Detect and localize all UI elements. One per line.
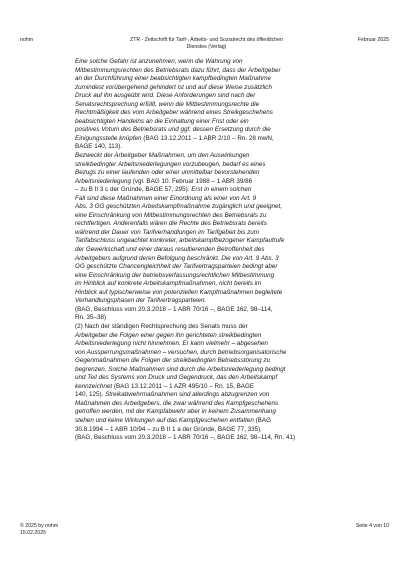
text-line: [75, 306, 375, 315]
text-line: [75, 203, 375, 212]
text-line-main: Einigungsstelle knüpfen: [75, 134, 142, 142]
text-line-main: eine Einschränkung der betriebsverfassungsrechtlichen Mitbestimmung: [75, 271, 275, 279]
text-line-main: der Gewerkschaft und einer daraus resultierenden Betroffenheit des: [75, 246, 265, 254]
text-line-main: Arbeitgeber die Folgen einer gegen ihn gerichteten streikbedingten: [75, 331, 262, 339]
text-line-main: Maßnahmen des Arbeitgebers, die zwar während des Kampfgeschehens: [75, 399, 279, 407]
text-line-main: GG geschützte Chancengleichheit der Tarifvertragsparteien bedingt aber: [75, 263, 278, 271]
text-line-continuation: Erst in einem solchen: [189, 186, 252, 194]
text-line: [75, 178, 375, 187]
text-line: [75, 84, 375, 93]
text-line: [75, 408, 375, 417]
text-line: [75, 143, 375, 152]
text-line: [75, 417, 375, 426]
text-line-main: 140, 125).: [75, 391, 104, 399]
footer-copyright: [20, 523, 58, 536]
text-line-main: Druck auf ihn ausgeübt wird. Diese Anforderungen sind nach der: [75, 92, 256, 100]
text-line: [75, 426, 375, 435]
text-line-main: Hinblick auf typischerweise von potenziellen Kampfmaßnahmen begleitete: [75, 288, 283, 296]
text-line-main: Mitbestimmungsrechten des Betriebsrats dazu führt, dass der Arbeitgeber: [75, 66, 281, 74]
text-line-main: Bezweckt der Arbeitgeber Maßnahmen, um den Auswirkungen: [75, 152, 250, 160]
footer-copyright-line: © 2025 by nohm: [20, 523, 59, 529]
text-line-main: Arbeitgebers aufgrund deren Befolgung beschränkt. Die von Art. 9 Abs. 3: [75, 254, 279, 262]
text-line-main: im Hinblick auf konkrete Arbeitskampfmaßnahmen, nicht bereits im: [75, 280, 262, 288]
header-date: Februar 2025: [357, 37, 389, 43]
text-line: [75, 186, 375, 195]
text-line: [75, 246, 375, 255]
text-line: [75, 135, 375, 144]
text-line-main: Abs. 3 GG geschützten Arbeitskampfmaßnahme zugänglich und geeignet,: [75, 203, 282, 211]
text-line: [75, 340, 375, 349]
text-line-citation: (BAG 13.12.2011 – 1 ABR 2/10 – Rn. 28 mwN,: [141, 134, 274, 142]
text-line-main: positives Votum des Betriebsrats und ggf. dessen Ersetzung durch die: [75, 126, 271, 134]
text-line-continuation: Streikabwehrmaßnahmen sind allerdings abzugrenzen von: [103, 391, 270, 399]
header-title: [0, 37, 413, 50]
text-line-main: während der Dauer von Tarifverhandlungen im Tarifgebiet bis zum: [75, 228, 259, 236]
text-line-main: rechtfertigen. Anderenfalls wären die Rechte des Betriebsrats bereits: [75, 220, 267, 228]
text-line-main: Arbeitsniederlegung nicht hinnehmen. Er kann vielmehr – abgesehen: [75, 340, 268, 348]
text-line: [75, 126, 375, 135]
text-line: [75, 229, 375, 238]
text-line-citation: (vgl. BAG 10. Februar 1988 – 1 ABR 39/86: [131, 177, 253, 185]
text-line: [75, 220, 375, 229]
text-line-main: kennzeichnet: [75, 382, 113, 390]
text-line: [75, 169, 375, 178]
text-line: [75, 109, 375, 118]
text-line-main: – zu B II 3 c der Gründe, BAGE 57, 295).: [75, 186, 190, 194]
text-line: [75, 434, 375, 443]
text-line-main: zumindest vorübergehend gehindert ist und auf diese Weise zusätzlich: [75, 83, 272, 91]
text-line-main: Arbeitsniederlegung: [75, 177, 132, 185]
text-line: [75, 161, 375, 170]
text-line-main: BAGE 140, 113).: [75, 143, 123, 151]
text-line-main: begrenzen. Solche Maßnahmen sind durch die Arbeitsniederlegung bedingt: [75, 365, 286, 373]
text-line-main: von Aussperrungsmaßnahmen – versuchen, durch betriebsorganisatorische: [75, 348, 287, 356]
text-line: [75, 195, 375, 204]
text-line-main: getroffen werden, mit der Kampfabwehr aber in keinem Zusammenhang: [75, 408, 276, 416]
text-line-main: Gegenmaßnahmen die Folgen der streikbedingten Betriebsstörung zu: [75, 357, 270, 365]
text-line-main: Senatsrechtsprechung erfüllt, wenn die Mitbestimmungsrechte die: [75, 100, 260, 108]
text-line: [75, 152, 375, 161]
text-line-main: Bezugs zu einer laufenden oder einer unmittelbar bevorstehenden: [75, 169, 260, 177]
text-line: [75, 314, 375, 323]
text-line: [75, 332, 375, 341]
text-line: [75, 101, 375, 110]
text-line-main: beabsichtigten Handelns an die Einhaltung einer Frist oder ein: [75, 117, 249, 125]
text-line: [75, 297, 375, 306]
text-line: [75, 237, 375, 246]
text-line: [75, 280, 375, 289]
text-line: [75, 118, 375, 127]
text-line-citation: (BAG: [253, 416, 271, 424]
text-line: [75, 357, 375, 366]
text-line: [75, 400, 375, 409]
text-line-main: stehen und keine Wirkungen auf das Kampfgeschehen entfalten: [75, 416, 254, 424]
text-line-main: eine Einschränkung von Mitbestimmungsrechten des Betriebsrats zu: [75, 211, 267, 219]
text-line: [75, 263, 375, 272]
text-line: [75, 323, 375, 332]
text-line: [75, 75, 375, 84]
header-left: nohm: [20, 37, 33, 43]
text-line-main: (2) Nach der ständigen Rechtsprechung des Senats muss der: [75, 322, 248, 330]
text-line: [75, 92, 375, 101]
text-line: [75, 391, 375, 400]
text-line-main: Rn. 35–38): [75, 314, 107, 322]
text-line-citation: (BAG 13.12.2011 – 1 AZR 495/10 – Rn. 15, BAGE: [112, 382, 255, 390]
footer-date: 15.02.2025: [20, 529, 46, 536]
text-line: [75, 255, 375, 264]
text-line-main: Tarifabschluss ungeachtet konkreter, arbeitskampfbezogener Kampfaufrufe: [75, 237, 285, 245]
text-line-main: Eine solche Gefahr ist anzunehmen, wenn die Wahrung von: [75, 58, 243, 65]
text-line: [75, 366, 375, 375]
text-line-main: (BAG, Beschluss vom 20.3.2018 – 1 ABR 70/16 –, BAGE 162, 98–114, Rn. 41): [75, 434, 296, 442]
text-line-main: (BAG, Beschluss vom 20.3.2018 – 1 ABR 70/16 –, BAGE 162, 98–114,: [75, 305, 273, 313]
footer-page-number: Seite 4 von 10: [355, 523, 389, 529]
text-line: [75, 67, 375, 76]
text-line-main: an der Durchführung einer beabsichtigten kampfbedingten Maßnahme: [75, 75, 272, 83]
text-line: [75, 374, 375, 383]
header-title-line-1: ZTR - Zeitschrift für Tarif-, Arbeits- und Sozialrecht des öffentlichen: [130, 37, 283, 43]
text-line: [75, 272, 375, 281]
text-line-main: Fall sind diese Maßnahmen einer Einordnung als einer von Art. 9: [75, 194, 257, 202]
text-line: [75, 212, 375, 221]
text-line-main: Rechtmäßigkeit des vom Arbeitgeber während eines Streikgeschehens: [75, 109, 273, 117]
header-title-line-2: Dienstes (Verlag): [186, 43, 227, 50]
text-line-main: Verhandlungsphasen der Tarifvertragsparteien.: [75, 297, 207, 305]
text-line: [75, 58, 375, 67]
text-line-main: 30.8.1994 – 1 ABR 10/94 – zu B II 1 a der Gründe, BAGE 77, 335).: [75, 425, 262, 433]
text-line-main: und Teil des Systems von Druck und Gegendruck, das den Arbeitskampf: [75, 374, 278, 382]
text-line: [75, 383, 375, 392]
text-line: [75, 289, 375, 298]
document-body: [75, 58, 375, 443]
text-line-main: streikbedingter Arbeitsniederlegungen vorzubeugen, bedarf es eines: [75, 160, 266, 168]
text-line: [75, 349, 375, 358]
